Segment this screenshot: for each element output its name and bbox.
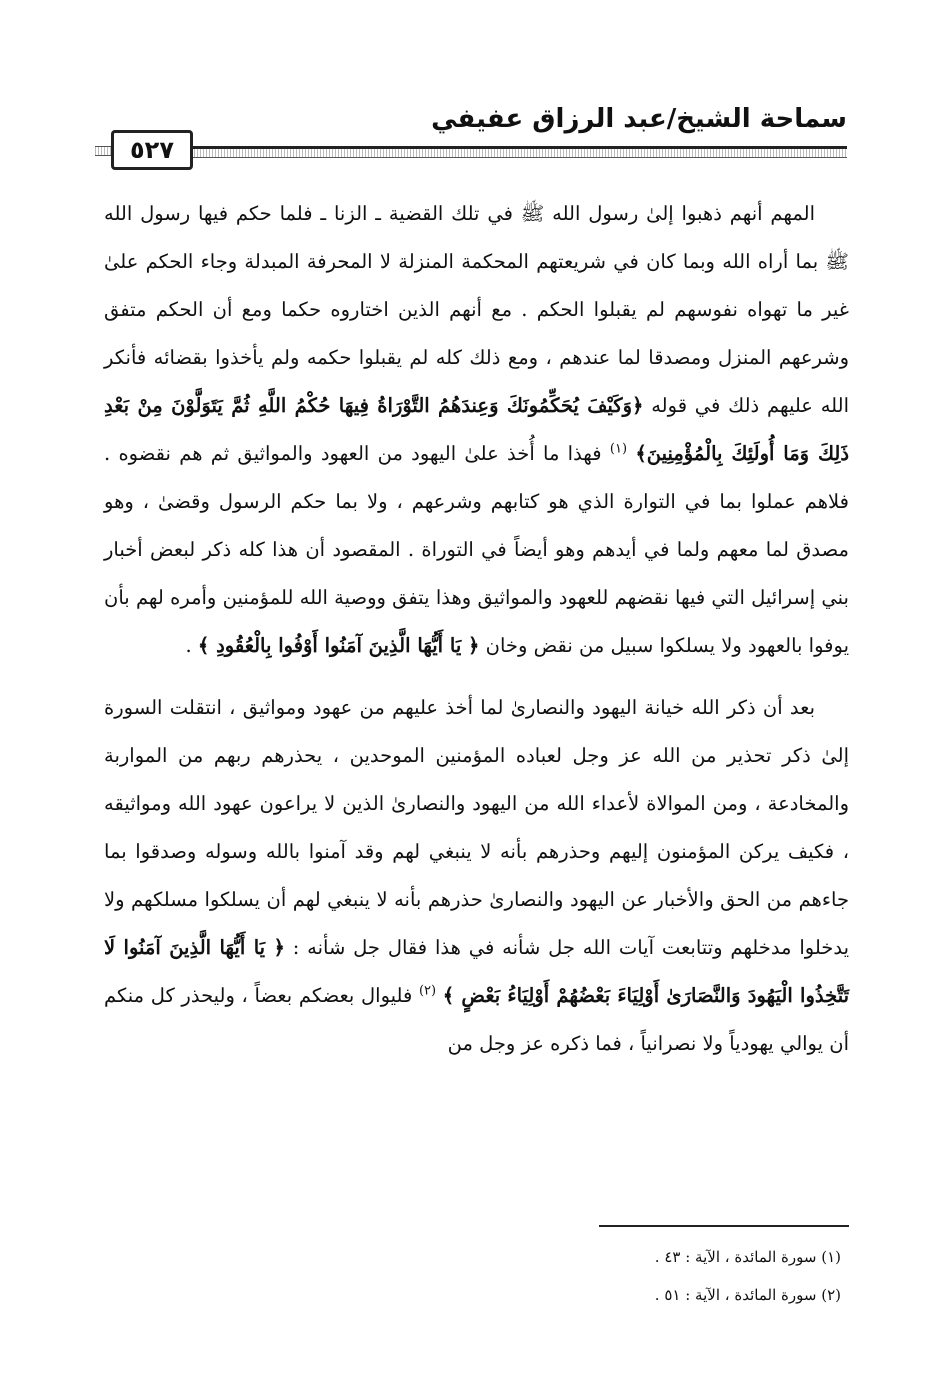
page-header (95, 104, 847, 174)
footnote-ref-1: (١) (609, 441, 628, 457)
footnote-1: (١) سورة المائدة ، الآية : ٤٣ . (654, 1248, 841, 1266)
page-number: ٥٢٧ (130, 136, 174, 164)
footnotes (241, 1238, 841, 1314)
running-title: سماحة الشيخ/عبد الرزاق عفيفي (431, 104, 847, 134)
page-number-box (111, 130, 193, 170)
body-text (104, 190, 849, 1068)
paragraph-1 (104, 190, 849, 670)
footnote-divider (599, 1225, 849, 1227)
paragraph-2-text-a: بعد أن ذكر الله خيانة اليهود والنصارىٰ لما أخذ عليهم من عهود ومواثيق ، انتقلت السورة إلىٰ ذكر تحذير من الله عز وجل لعباده المؤمنين الموحدين ، يحذرهم ربهم من المواربة والمخادعة ، ومن الموالاة لأعداء الله من اليهود والنصارىٰ الذين لا يراعون عهود الله ومواثيقه ، فكيف يركن المؤمنون إليهم وحذرهم بأنه لا ينبغي لهم وقد آمنوا بالله وسوله وصدقوا بما جاءهم من الحق والأخبار عن اليهود والنصارىٰ حذرهم بأنه لا ينبغي لهم أن يسلكوا مسلكهم ولا يدخلوا مدخلهم وتتابعت آيات الله جل شأنه في هذا فقال جل شأنه : (104, 696, 849, 959)
paragraph-1-text-a: المهم أنهم ذهبوا إلىٰ رسول الله ﷺ في تلك القضية ـ الزنا ـ فلما حكم فيها رسول الله ﷺ بما أراه الله وبما كان في شريعتهم المحكمة المنزلة لا المحرفة المبدلة وجاء الحكم علىٰ غير ما تهواه نفوسهم لم يقبلوا الحكم . مع أنهم الذين اختاروه حكما ومع أن الحكم متفق وشرعهم المنزل ومصدقا لما عندهم ، ومع ذلك كله لم يقبلوا حكمه ولم يأخذوا بقضائه فأنكر الله عليهم ذلك في قوله (104, 202, 849, 417)
footnote-ref-2: (٢) (418, 983, 437, 999)
footnote-2: (٢) سورة المائدة ، الآية : ٥١ . (654, 1286, 841, 1304)
paragraph-1-end: . (185, 634, 192, 657)
header-rule (185, 146, 847, 158)
paragraph-2 (104, 684, 849, 1068)
quran-verse-3: ﴿ يَا أَيُّهَا الَّذِينَ آمَنُوا لَا تَتَّخِذُوا الْيَهُودَ وَالنَّصَارَىٰ أَوْلِيَاءَ بَعْضُهُمْ أَوْلِيَاءُ بَعْضٍ ﴾ (104, 936, 850, 1007)
quran-verse-2: ﴿ يَا أَيُّهَا الَّذِينَ آمَنُوا أَوْفُوا بِالْعُقُودِ ﴾ (197, 634, 480, 657)
quran-verse-1: ﴿وَكَيْفَ يُحَكِّمُونَكَ وَعِندَهُمُ التَّوْرَاةُ فِيهَا حُكْمُ اللَّهِ ثُمَّ يَتَوَلَّوْنَ مِنْ بَعْدِ ذَلِكَ وَمَا أُولَئِكَ بِالْمُؤْمِنِينَ﴾ (104, 394, 850, 465)
paragraph-1-text-b: فهذا ما أُخذ علىٰ اليهود من العهود والمواثيق ثم هم نقضوه . فلاهم عملوا بما في التوارة الذي هو كتابهم وشرعهم ، ولا بما حكم الرسول وقضىٰ ، وهو مصدق لما معهم ولما في أيدهم وهو أيضاً في التوراة . المقصود أن هذا كله ذكر لبعض أخبار بني إسرائيل التي فيها نقضهم للعهود والمواثيق وهذا يتفق ووصية الله للمؤمنين وأمره لهم بأن يوفوا بالعهود ولا يسلكوا سبيل من نقض وخان (104, 442, 849, 657)
paragraph-2-text-b: فليوال بعضكم بعضاً ، وليحذر كل منكم أن يوالي يهودياً ولا نصرانياً ، فما ذكره عز وجل من (104, 984, 849, 1055)
